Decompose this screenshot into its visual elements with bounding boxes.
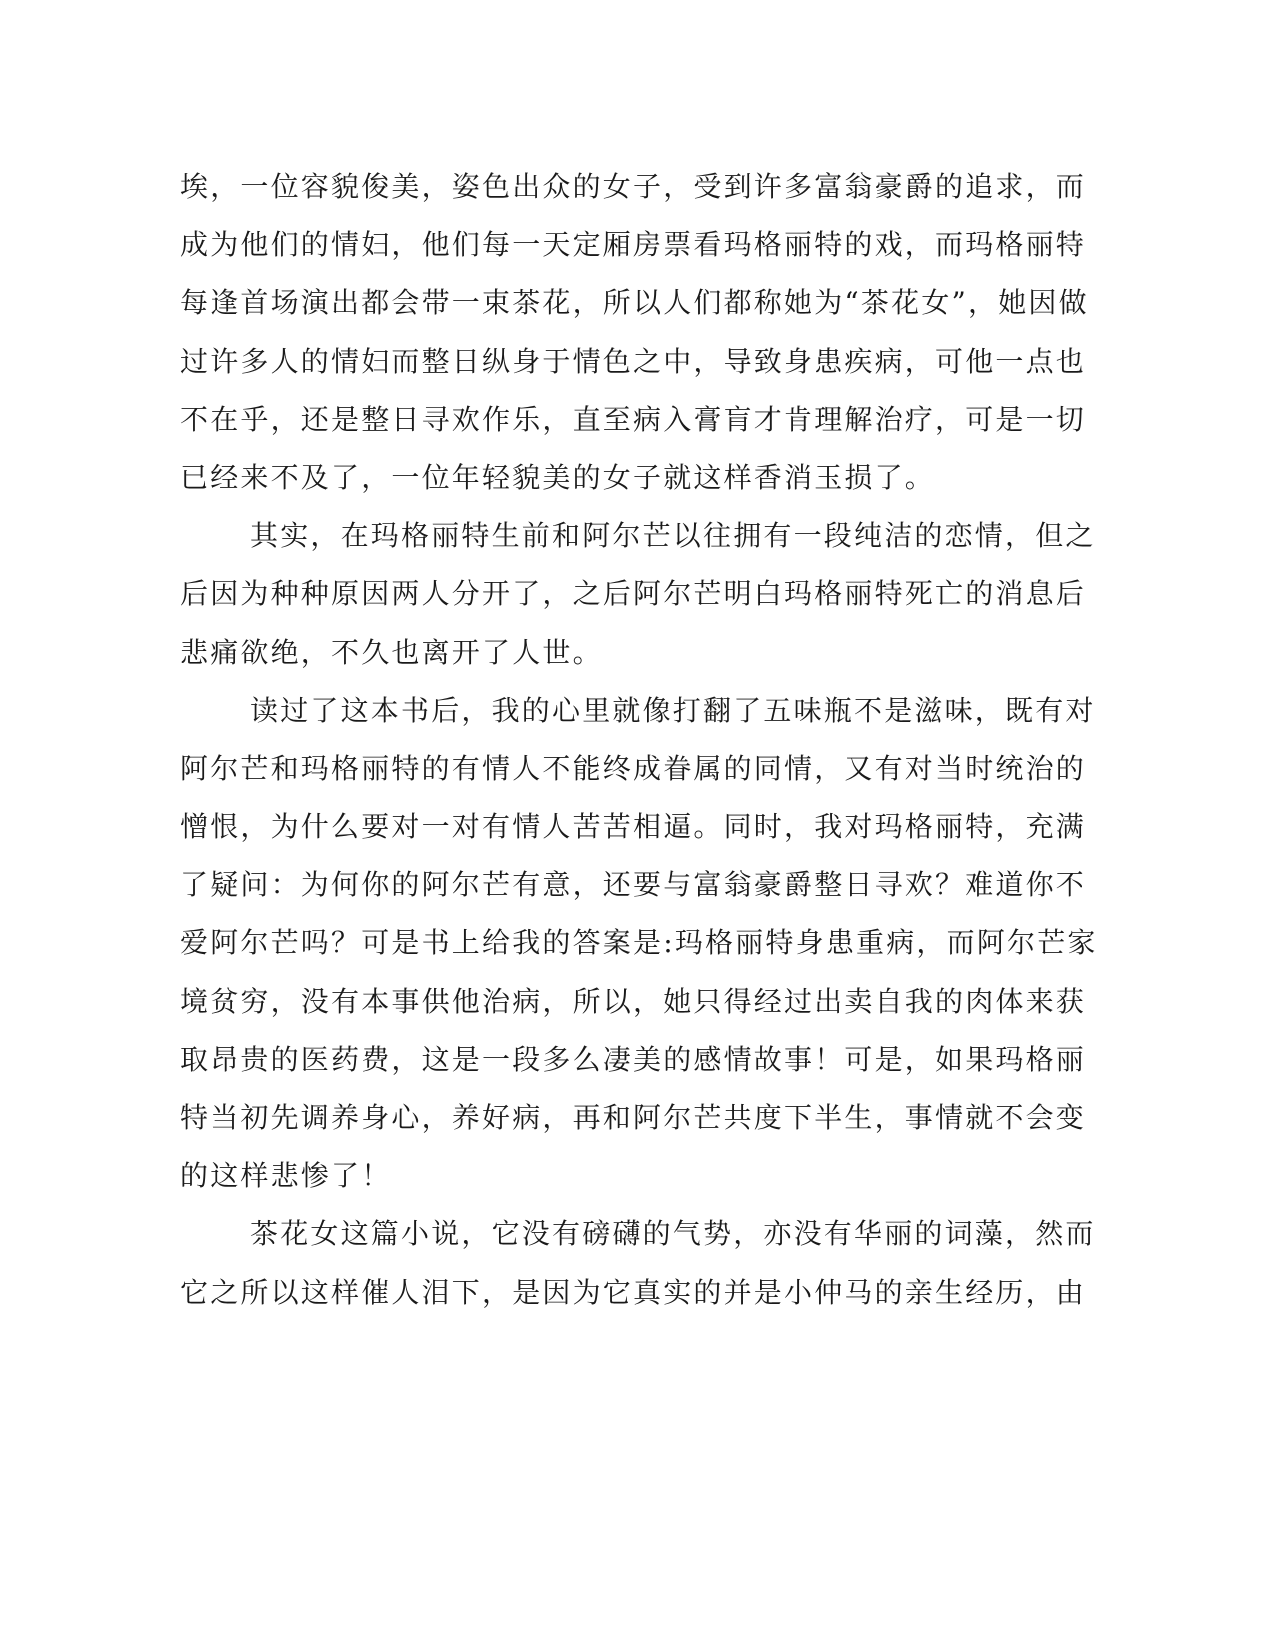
text-line: 取昂贵的医药费，这是一段多么凄美的感情故事！可是，如果玛格丽 <box>180 1042 1087 1076</box>
text-line: 的这样悲惨了！ <box>180 1159 392 1193</box>
text-line: 悲痛欲绝，不久也离开了人世。 <box>180 635 603 669</box>
paragraph-first-line: 茶花女这篇小说，它没有磅礴的气势，亦没有华丽的词藻，然而 <box>250 1217 1096 1251</box>
text-line: 每逢首场演出都会带一束茶花，所以人们都称她为“茶花女”，她因做 <box>180 286 1089 320</box>
text-line: 憎恨，为什么要对一对有情人苦苦相逼。同时，我对玛格丽特，充满 <box>180 810 1087 844</box>
text-line: 了疑问：为何你的阿尔芒有意，还要与富翁豪爵整日寻欢？难道你不 <box>180 868 1087 902</box>
text-line: 它之所以这样催人泪下，是因为它真实的并是小仲马的亲生经历，由 <box>180 1275 1087 1309</box>
text-line: 过许多人的情妇而整日纵身于情色之中，导致身患疾病，可他一点也 <box>180 344 1087 378</box>
text-line: 境贫穷，没有本事供他治病，所以，她只得经过出卖自我的肉体来获 <box>180 984 1087 1018</box>
paragraph-first-line: 其实，在玛格丽特生前和阿尔芒以往拥有一段纯洁的恋情，但之 <box>250 519 1096 553</box>
text-line: 成为他们的情妇，他们每一天定厢房票看玛格丽特的戏，而玛格丽特 <box>180 228 1087 262</box>
paragraph-first-line: 读过了这本书后，我的心里就像打翻了五味瓶不是滋味，既有对 <box>250 693 1096 727</box>
text-line: 后因为种种原因两人分开了，之后阿尔芒明白玛格丽特死亡的消息后 <box>180 577 1087 611</box>
body-text <box>180 158 1098 1322</box>
text-line: 特当初先调养身心，养好病，再和阿尔芒共度下半生，事情就不会变 <box>180 1101 1087 1134</box>
text-line: 埃，一位容貌俊美，姿色出众的女子，受到许多富翁豪爵的追求，而 <box>180 170 1087 203</box>
text-line: 阿尔芒和玛格丽特的有情人不能终成眷属的同情，又有对当时统治的 <box>180 751 1087 785</box>
text-line: 不在乎，还是整日寻欢作乐，直至病入膏肓才肯理解治疗，可是一切 <box>180 402 1087 436</box>
text-line: 爱阿尔芒吗？可是书上给我的答案是:玛格丽特身患重病，而阿尔芒家 <box>180 926 1098 960</box>
text-line: 已经来不及了，一位年轻貌美的女子就这样香消玉损了。 <box>180 460 936 494</box>
